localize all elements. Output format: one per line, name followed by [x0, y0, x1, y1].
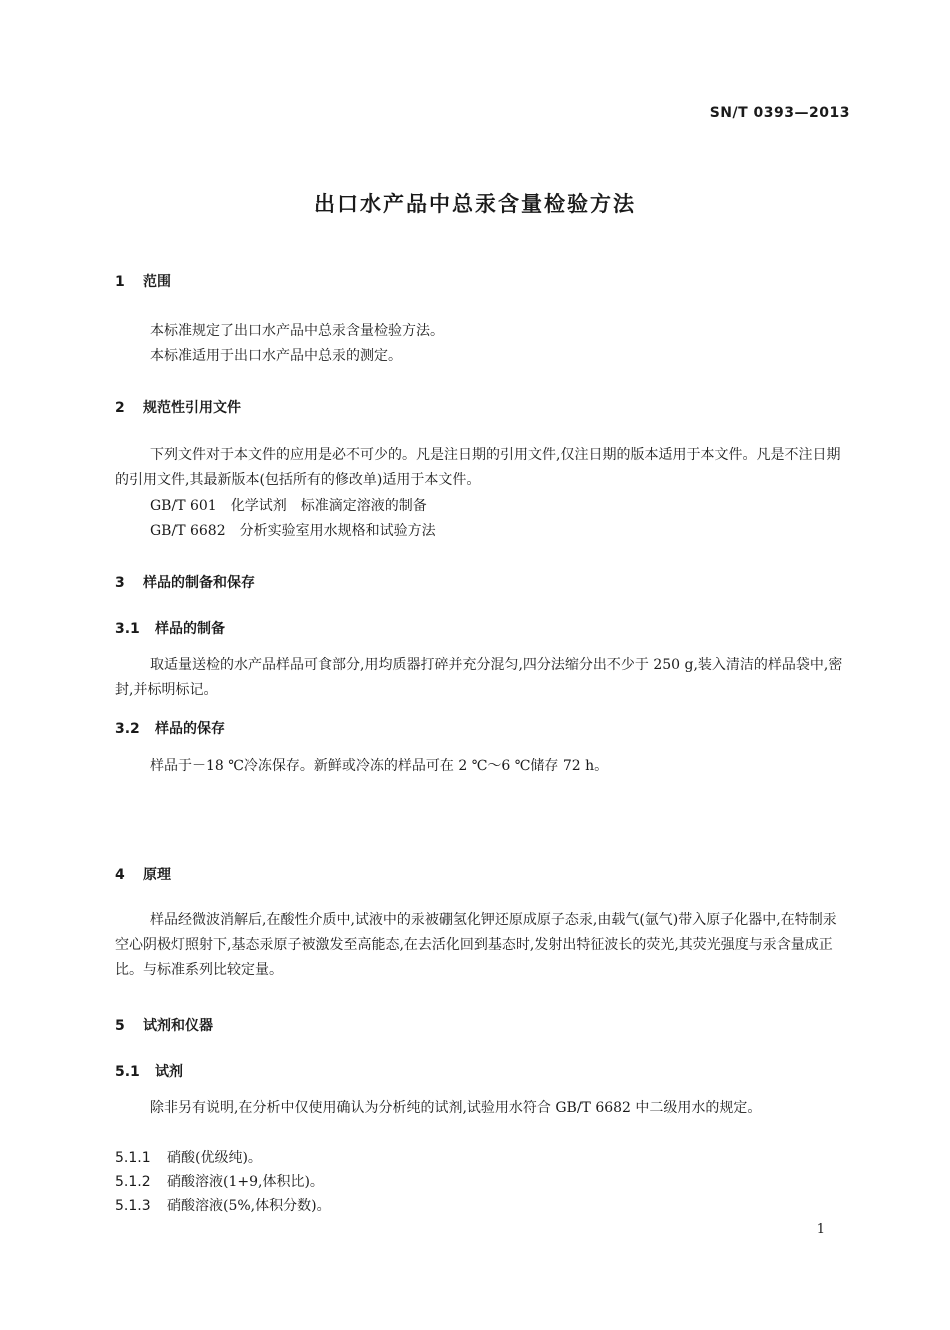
section-2-paragraph: 下列文件对于本文件的应用是必不可少的。凡是注日期的引用文件,仅注日期的版本适用于本文件。凡是不注日期的引用文件,其最新版本(包括所有的修改单)适用于本文件。 — [115, 447, 841, 488]
section-number: 4 — [115, 867, 125, 883]
item-number: 5.1.1 — [115, 1150, 151, 1166]
section-title: 样品的制备和保存 — [143, 575, 255, 591]
section-5-1-paragraph: 除非另有说明,在分析中仅使用确认为分析纯的试剂,试验用水符合 GB/T 6682 中二级用水的规定。 — [150, 1100, 762, 1116]
section-3-1-heading — [115, 618, 225, 638]
section-1-paragraph-2: 本标准适用于出口水产品中总汞的测定。 — [150, 348, 402, 364]
section-3-1-paragraph: 取适量送检的水产品样品可食部分,用均质器打碎并充分混匀,四分法缩分出不少于 250 g,装入清洁的样品袋中,密封,并标明标记。 — [115, 657, 843, 698]
section-4-paragraph: 样品经微波消解后,在酸性介质中,试液中的汞被硼氢化钾还原成原子态汞,由载气(氩气)带入原子化器中,在特制汞空心阴极灯照射下,基态汞原子被激发至高能态,在去活化回到基态时,发射出特征波长的荧光,其荧光强度与汞含量成正比。与标准系列比较定量。 — [115, 912, 837, 978]
section-number: 2 — [115, 400, 125, 416]
section-5-1-heading — [115, 1061, 183, 1081]
section-4-heading — [115, 864, 171, 884]
page-number: 1 — [816, 1222, 825, 1237]
section-number: 3 — [115, 575, 125, 591]
item-text: 硝酸溶液(5%,体积分数)。 — [167, 1198, 331, 1214]
item-5-1-3 — [115, 1195, 331, 1215]
section-title: 样品的制备 — [155, 621, 225, 637]
section-number: 1 — [115, 274, 125, 290]
section-3-heading — [115, 572, 255, 592]
section-1-paragraph-1: 本标准规定了出口水产品中总汞含量检验方法。 — [150, 323, 444, 339]
item-5-1-2 — [115, 1171, 324, 1191]
section-3-2-heading — [115, 718, 225, 738]
section-5-heading — [115, 1015, 213, 1035]
section-title: 试剂和仪器 — [143, 1018, 213, 1034]
section-number: 5.1 — [115, 1064, 140, 1080]
item-text: 硝酸(优级纯)。 — [167, 1150, 262, 1166]
item-5-1-1 — [115, 1147, 262, 1167]
reference-gbt-601: GB/T 601 化学试剂 标准滴定溶液的制备 — [150, 498, 427, 514]
section-title: 试剂 — [155, 1064, 183, 1080]
reference-gbt-6682: GB/T 6682 分析实验室用水规格和试验方法 — [150, 523, 436, 539]
item-number: 5.1.3 — [115, 1198, 151, 1214]
section-title: 范围 — [143, 274, 171, 290]
section-title: 规范性引用文件 — [143, 400, 241, 416]
section-title: 样品的保存 — [155, 721, 225, 737]
section-number: 3.2 — [115, 721, 140, 737]
section-3-2-paragraph: 样品于－18 ℃冷冻保存。新鲜或冷冻的样品可在 2 ℃～6 ℃储存 72 h。 — [150, 758, 609, 774]
item-text: 硝酸溶液(1+9,体积比)。 — [167, 1174, 324, 1190]
section-number: 3.1 — [115, 621, 140, 637]
section-1-heading — [115, 271, 171, 291]
item-number: 5.1.2 — [115, 1174, 151, 1190]
standard-code: SN/T 0393—2013 — [709, 105, 850, 121]
section-title: 原理 — [143, 867, 171, 883]
document-title: 出口水产品中总汞含量检验方法 — [314, 192, 636, 216]
section-2-heading — [115, 397, 241, 417]
section-number: 5 — [115, 1018, 125, 1034]
